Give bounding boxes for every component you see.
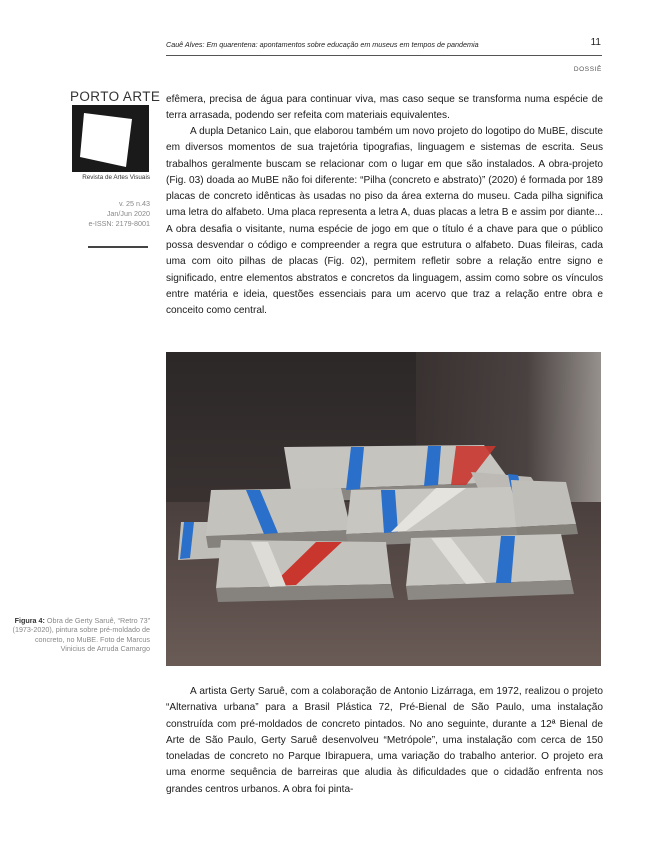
concrete-barrier (406, 534, 574, 600)
header-divider (166, 55, 602, 56)
running-title: Cauê Alves: Em quarentena: apontamentos sobre educação em museus em tempos de pandemia (166, 40, 479, 49)
journal-date: Jan/Jun 2020 (106, 209, 150, 218)
meta-divider (88, 246, 148, 248)
journal-name: PORTO ARTE (70, 89, 161, 104)
journal-subtitle: Revista de Artes Visuais (82, 174, 150, 181)
journal-volume: v. 25 n.43 (118, 199, 150, 208)
figure-caption-text: Obra de Gerty Saruê, “Retro 73” (1973-2020), pintura sobre pré-moldado de concreto, no MuBE. Foto de Marcus Vinicius de Arruda Camargo (12, 616, 150, 653)
body-paragraph: A dupla Detanico Lain, que elaborou também um novo projeto do logotipo do MuBE, discute em diversos momentos de sua trajetória tipografias, linguagem e sistemas de escrita. Seus trabalhos geralmente buscam se relacionar com o lugar em que são instalados. A obra-projeto (Fig. 03) doada ao MuBE não foi diferente: “Pilha (concreto e abstrato)” (2020) é formada por 189 placas de concreto idênticas às usadas no piso da área externa do museu. Cada pilha significa uma letra do alfabeto. Uma placa representa a letra A, duas placas a letra B e assim por diante... A obra desafia o visitante, numa espécie de jogo em que o título é a chave para que o público possa desvendar o código e compreender a regra que estrutura o alfabeto. Duas fileiras, cada uma com oito pilhas de placas (Fig. 02), permitem refletir sobre a relação entre signo e significado, entre elementos abstratos e concretos da linguagem, assim como sobre os vínculos entre matéria e ideia, questões essenciais para um acervo que traz a relação entre obra e conceito como central. (166, 126, 603, 317)
figure-label: Figura 4: (14, 616, 45, 625)
figure-photo (166, 352, 601, 666)
journal-eissn: e-ISSN: 2179-8001 (88, 219, 150, 228)
concrete-barrier (206, 488, 354, 548)
journal-logo (72, 105, 149, 172)
concrete-barrier (216, 540, 394, 602)
figure-caption (12, 616, 150, 653)
body-paragraph: A artista Gerty Saruê, com a colaboração de Antonio Lizárraga, em 1972, realizou o projeto “Alternativa urbana” para a Brasil Plástica 72, Pré-Bienal de São Paulo, uma instalação construída com pré-moldados de concreto pintados. No ano seguinte, durante a 12ª Bienal de Arte de São Paulo, Gerty Saruê desenvolveu “Metrópole”, uma instalação com cerca de 150 toneladas de concreto no Parque Ibirapuera, uma variação do trabalho anterior. O projeto era uma enorme sequência de barreiras que aludia às dificuldades que o cidadão enfrenta nos grandes centros urbanos. A obra foi pinta- (166, 686, 603, 795)
journal-meta (60, 199, 150, 229)
body-paragraph: efêmera, precisa de água para continuar viva, mas caso seque se transforma numa espécie de terra arrasada, podendo ser refeita com materiais equivalentes. (166, 94, 603, 122)
page-number: 11 (590, 37, 601, 48)
section-label: DOSSIÊ (573, 66, 602, 73)
